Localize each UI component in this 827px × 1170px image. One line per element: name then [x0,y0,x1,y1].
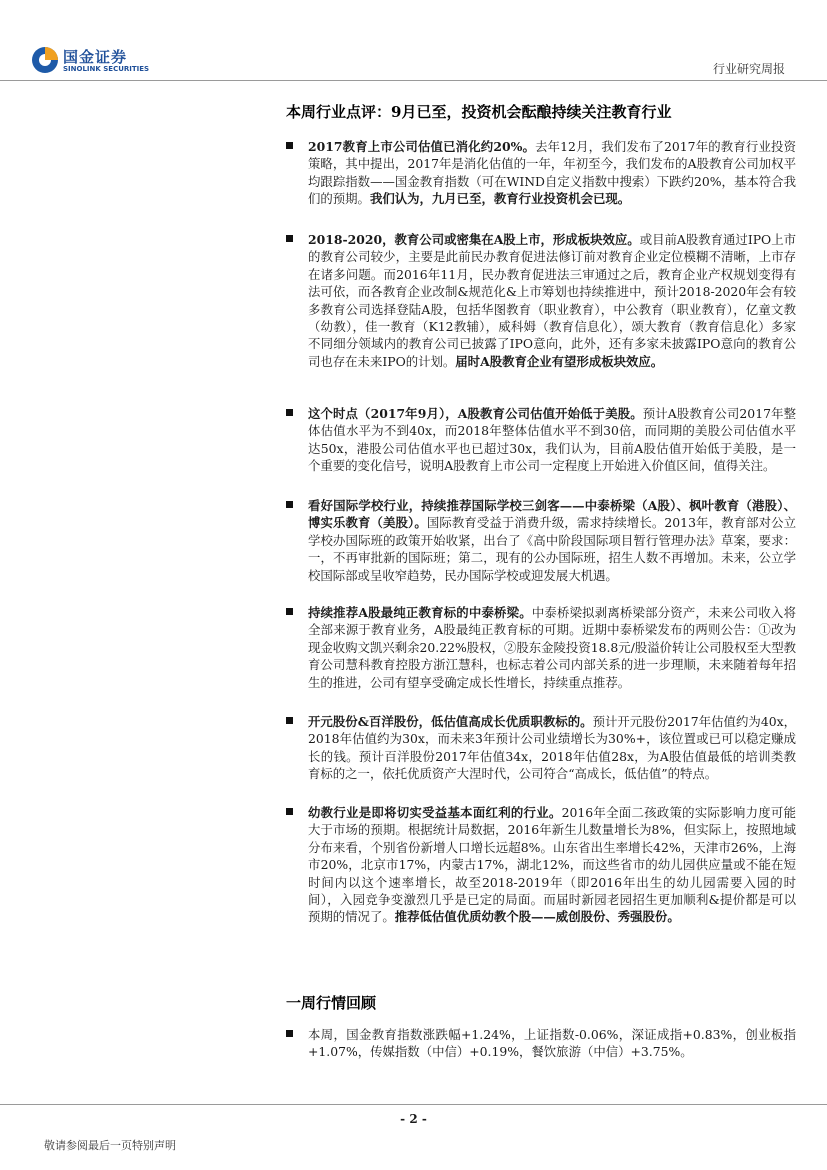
bullet-icon [286,409,293,416]
list-item: 持续推荐A股最纯正教育标的中泰桥梁。中泰桥梁拟剥离桥梁部分资产，未来公司收入将全部来源于教育业务，A股最纯正教育标的可期。近期中泰桥梁发布的两则公告：①改为现金收购文凯兴剩余20.22%股权，②股东金陵投资18.8元/股溢价转让公司股权至大型教育公司慧科教育控股方浙江慧科，也标志着公司内部关系的进一步理顺，未来随着每年招生的推进，公司有望享受确定成长性增长，持续重点推荐。 [286,604,796,691]
bullet-icon [286,235,293,242]
header-divider [0,80,827,81]
list-item: 开元股份&百洋股份，低估值高成长优质职教标的。预计开元股份2017年估值约为40x，2018年估值约为30x，而未来3年预计公司业绩增长为30%+，该位置或已可以稳定赚成长的钱。预计百洋股份2017年估值34x，2018年估值28x，为A股估值最低的培训类教育标的之一，依托优质资产大涅时代，公司符合“高成长，低估值”的特点。 [286,713,796,783]
page-header [0,0,827,90]
footer-divider [0,1104,827,1105]
logo-text-en: SINOLINK SECURITIES [63,65,150,73]
company-logo [32,44,150,78]
disclaimer-note: 敬请参阅最后一页特别声明 [44,1139,176,1152]
section-title-weekly-review: 本周行业点评：9月已至，投资机会酝酿持续关注教育行业 [286,103,672,121]
bullet-icon [286,608,293,615]
list-item: 这个时点（2017年9月），A股教育公司估值开始低于美股。预计A股教育公司2017年整体估值水平为不到40x，而2018年整体估值水平不到30倍，而同期的美股公司估值水平达50x，港股公司估值水平也已超过30x，我们认为，目前A股估值开始低于美股，是一个重要的变化信号，说明A股教育上市公司一定程度上开始进入价值区间，值得关注。 [286,405,796,475]
logo-text-cn: 国金证券 [63,48,128,66]
list-item: 本周，国金教育指数涨跌幅+1.24%，上证指数-0.06%，深证成指+0.83%，创业板指+1.07%，传媒指数（中信）+0.19%，餐饮旅游（中信）+3.75%。 [286,1026,796,1061]
list-item: 2018-2020，教育公司或密集在A股上市，形成板块效应。或目前A股教育通过IPO上市的教育公司较少，主要是此前民办教育促进法修订前对教育企业定位模糊不清晰，上市存在诸多问题。而2016年11月，民办教育促进法三审通过之后，教育企业产权规划变得有法可依，而各教育企业改制&规范化&上市筹划也持续推进中，预计2018-2020年会有较多教育公司选择登陆A股，包括华图教育（职业教育），中公教育（职业教育），亿童文教（幼教），佳一教育（K12教辅），威科姆（教育信息化），颂大教育（教育信息化）多家不同细分领域内的教育公司已披露了IPO意向，此外，还有多家未披露IPO意向的教育公司也存在未来IPO的计划。届时A股教育企业有望形成板块效应。 [286,231,796,370]
logo-icon [32,47,58,73]
list-item: 2017教育上市公司估值已消化约20%。去年12月，我们发布了2017年的教育行业投资策略，其中提出，2017年是消化估值的一年，年初至今，我们发布的A股教育公司加权平均跟踪指数——国金教育指数（可在WIND自定义指数中搜索）下跌约20%，基本符合我们的预期。我们认为，九月已至，教育行业投资机会已现。 [286,138,796,208]
bullet-icon [286,142,293,149]
report-type: 行业研究周报 [712,62,785,76]
bullet-icon [286,717,293,724]
bullet-icon [286,501,293,508]
list-item: 看好国际学校行业，持续推荐国际学校三剑客——中泰桥梁（A股）、枫叶教育（港股）、博实乐教育（美股）。国际教育受益于消费升级，需求持续增长。2013年，教育部对公立学校办国际班的政策开始收紧，出台了《高中阶段国际项目暂行管理办法》草案，要求：一，不再审批新的国际班；第二，现有的公办国际班，招生人数不再增加。未来，公立学校国际部或呈收窄趋势，民办国际学校或迎发展大机遇。 [286,497,796,584]
bullet-icon [286,808,293,815]
page-number: - 2 - [400,1112,427,1126]
section-title-market-review: 一周行情回顾 [286,994,377,1012]
bullet-icon [286,1030,293,1037]
list-item: 幼教行业是即将切实受益基本面红利的行业。2016年全面二孩政策的实际影响力度可能大于市场的预期。根据统计局数据，2016年新生儿数量增长为8%，但实际上，按照地域分布来看，个别省份新增人口增长远超8%。山东省出生率增长42%，天津市26%，上海市20%，北京市17%，内蒙古17%，湖北12%，而这些省市的幼儿园供应量或不能在短时间内以这个速率增长，故至2018-2019年（即2016年出生的幼儿园需要入园的时间），入园竞争变激烈几乎是已定的局面。而届时新园老园招生更加顺利&提价都是可以预期的情况了。推荐低估值优质幼教个股——威创股份、秀强股份。 [286,804,796,926]
